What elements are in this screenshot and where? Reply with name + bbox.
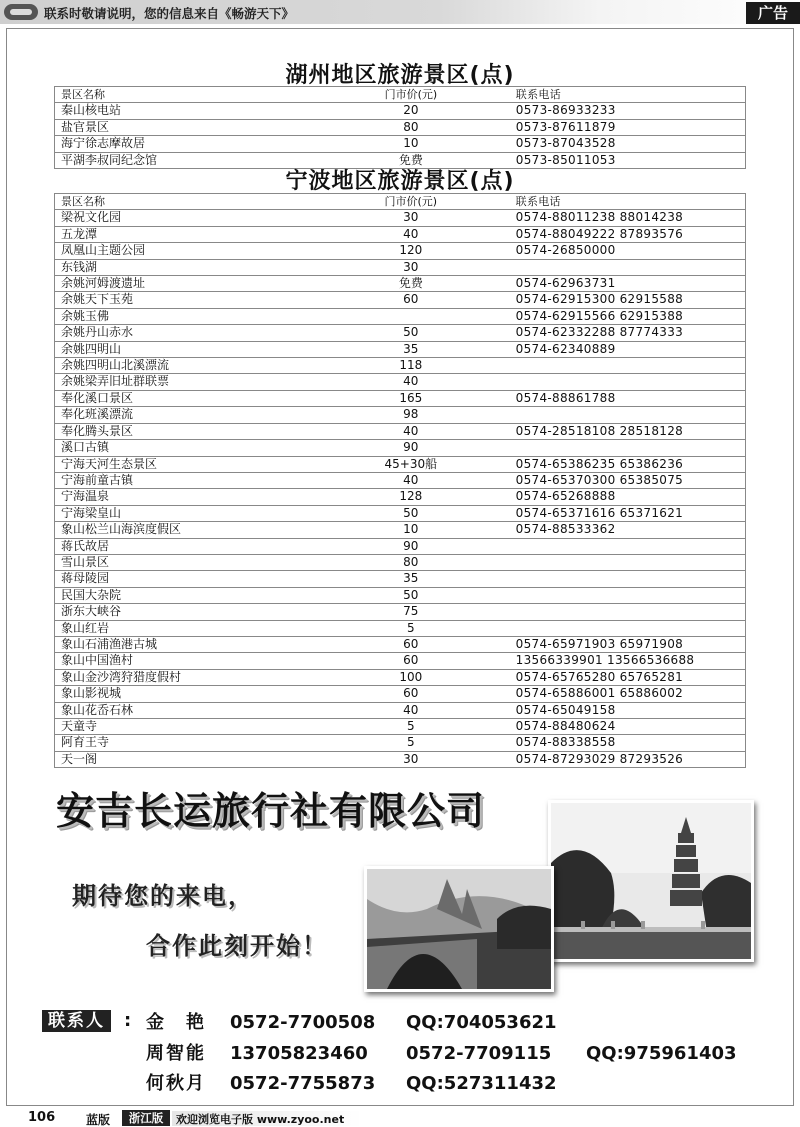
table-row [55, 538, 746, 554]
contact-phone: 0574-65886001 65886002 [486, 686, 746, 702]
ticket-price: 免费 [336, 276, 486, 292]
pagoda-photo [548, 800, 754, 962]
contact-phone: 0574-65971903 65971908 [486, 636, 746, 652]
table-row [55, 587, 746, 603]
ticket-price: 45+30船 [336, 456, 486, 472]
contact-phone [486, 587, 746, 603]
column-header: 门市价(元) [336, 194, 486, 210]
ticket-price: 35 [336, 341, 486, 357]
ticket-price: 30 [336, 751, 486, 767]
contact-phone: 0573-85011053 [486, 152, 746, 168]
contact-phone: 0572-7700508 [230, 1012, 376, 1033]
table-header-row [55, 194, 746, 210]
contact-phone [486, 407, 746, 423]
contact-phone: 0574-88533362 [486, 522, 746, 538]
ticket-price: 35 [336, 571, 486, 587]
table-row [55, 719, 746, 735]
contact-phone: 0574-65371616 65371621 [486, 505, 746, 521]
contact-phone: 0574-62340889 [486, 341, 746, 357]
contact-phone: 0574-65268888 [486, 489, 746, 505]
table-row [55, 308, 746, 324]
contact-phone [486, 358, 746, 374]
table-row [55, 472, 746, 488]
contact-label: 联系人 [42, 1010, 111, 1032]
table-row [55, 702, 746, 718]
ticket-price: 60 [336, 686, 486, 702]
attraction-name: 秦山核电站 [55, 103, 337, 119]
attraction-name: 余姚玉佛 [55, 308, 336, 324]
column-header: 景区名称 [55, 194, 336, 210]
ticket-price: 118 [336, 358, 486, 374]
table-row [55, 103, 746, 119]
attraction-name: 象山金沙湾狩猎度假村 [55, 669, 336, 685]
attraction-name: 盐官景区 [55, 119, 337, 135]
ticket-price: 40 [336, 226, 486, 242]
table-row [55, 119, 746, 135]
attraction-name: 宁海前童古镇 [55, 472, 336, 488]
contact-phone: 0574-65386235 65386236 [486, 456, 746, 472]
top-header-bar [0, 0, 800, 24]
attraction-name: 阿育王寺 [55, 735, 336, 751]
attraction-name: 余姚天下玉苑 [55, 292, 336, 308]
table-row [55, 636, 746, 652]
table-row [55, 226, 746, 242]
huzhou-section-title: 湖州地区旅游景区(点) [285, 63, 515, 88]
contact-phone [486, 374, 746, 390]
contact-phone: 13705823460 [230, 1043, 368, 1064]
column-header: 景区名称 [55, 87, 337, 103]
ticket-price: 98 [336, 407, 486, 423]
ticket-price: 30 [336, 210, 486, 226]
ticket-price: 40 [336, 374, 486, 390]
attraction-name: 象山松兰山海滨度假区 [55, 522, 336, 538]
table-row [55, 554, 746, 570]
attraction-name: 平湖李叔同纪念馆 [55, 152, 337, 168]
contact-phone: 0574-88861788 [486, 390, 746, 406]
table-row [55, 423, 746, 439]
contact-name: 周智能 [146, 1043, 206, 1064]
table-row [55, 440, 746, 456]
contact-phone [486, 571, 746, 587]
ticket-price: 5 [336, 719, 486, 735]
header-notice: 联系时敬请说明，您的信息来自《畅游天下》 [44, 6, 295, 21]
attraction-name: 奉化溪口景区 [55, 390, 336, 406]
website-link[interactable]: 欢迎浏览电子版 www.zyoo.net [172, 1111, 362, 1126]
column-header: 联系电话 [486, 87, 746, 103]
ticket-price: 50 [336, 587, 486, 603]
attraction-name: 凤凰山主题公园 [55, 243, 336, 259]
page-footer [0, 1108, 800, 1127]
contact-qq: QQ:527311432 [406, 1073, 557, 1094]
slogan-line-2: 合作此刻开始！ [146, 932, 328, 960]
attraction-name: 民国大杂院 [55, 587, 336, 603]
ticket-price: 10 [336, 136, 486, 152]
contact-phone: 0573-87611879 [486, 119, 746, 135]
table-row [55, 341, 746, 357]
pagoda-scene-icon [551, 803, 751, 959]
ticket-price: 90 [336, 538, 486, 554]
ningbo-section-title: 宁波地区旅游景区(点) [285, 169, 515, 194]
contact-phone: 0574-88338558 [486, 735, 746, 751]
attraction-name: 东钱湖 [55, 259, 336, 275]
ticket-price: 120 [336, 243, 486, 259]
contact-phone: 13566339901 13566536688 [486, 653, 746, 669]
ticket-price: 60 [336, 653, 486, 669]
table-row [55, 620, 746, 636]
contact-name: 何秋月 [146, 1073, 206, 1094]
contact-phone: 0572-7755873 [230, 1073, 376, 1094]
attraction-name: 蒋氏故居 [55, 538, 336, 554]
table-row [55, 751, 746, 767]
contact-phone: 0574-28518108 28518128 [486, 423, 746, 439]
attraction-name: 余姚四明山北溪漂流 [55, 358, 336, 374]
contact-row [146, 1039, 737, 1065]
ticket-price: 5 [336, 620, 486, 636]
contact-phone: 0574-65049158 [486, 702, 746, 718]
contact-name: 金 艳 [146, 1012, 206, 1033]
contact-phone: 0574-88049222 87893576 [486, 226, 746, 242]
ticket-price: 10 [336, 522, 486, 538]
contact-row [146, 1069, 557, 1095]
ticket-price: 20 [336, 103, 486, 119]
ticket-price [336, 308, 486, 324]
ticket-price: 30 [336, 259, 486, 275]
attraction-name: 余姚梁弄旧址群联票 [55, 374, 336, 390]
huzhou-attractions-table [54, 86, 746, 169]
table-row [55, 505, 746, 521]
attraction-name: 象山石浦渔港古城 [55, 636, 336, 652]
column-header: 门市价(元) [336, 87, 486, 103]
contact-phone: 0574-62915300 62915588 [486, 292, 746, 308]
contact-phone: 0573-87043528 [486, 136, 746, 152]
contact-phone: 0574-65765280 65765281 [486, 669, 746, 685]
contact-phone: 0574-62963731 [486, 276, 746, 292]
ticket-price: 165 [336, 390, 486, 406]
table-row [55, 390, 746, 406]
attraction-name: 宁海天河生态景区 [55, 456, 336, 472]
ticket-price: 免费 [336, 152, 486, 168]
ticket-price: 80 [336, 554, 486, 570]
attraction-name: 象山花岙石林 [55, 702, 336, 718]
ticket-price: 128 [336, 489, 486, 505]
province-edition-badge: 浙江版 [122, 1110, 170, 1126]
contact-qq: QQ:704053621 [406, 1012, 557, 1033]
ticket-price: 75 [336, 604, 486, 620]
table-row [55, 735, 746, 751]
attraction-name: 奉化腾头景区 [55, 423, 336, 439]
table-row [55, 653, 746, 669]
table-row [55, 358, 746, 374]
ticket-price: 100 [336, 669, 486, 685]
attraction-name: 宁海梁皇山 [55, 505, 336, 521]
contact-phone: 0574-62915566 62915388 [486, 308, 746, 324]
magazine-logo-icon [4, 4, 38, 20]
contact-phone: 0574-62332288 87774333 [486, 325, 746, 341]
contact-phone-2: 0572-7709115 [406, 1043, 552, 1064]
ticket-price: 5 [336, 735, 486, 751]
attraction-name: 天一阁 [55, 751, 336, 767]
contact-phone [486, 440, 746, 456]
table-row [55, 456, 746, 472]
ticket-price: 60 [336, 292, 486, 308]
table-row [55, 136, 746, 152]
ticket-price: 50 [336, 505, 486, 521]
contact-phone: 0573-86933233 [486, 103, 746, 119]
contact-phone: 0574-87293029 87293526 [486, 751, 746, 767]
attraction-name: 天童寺 [55, 719, 336, 735]
attraction-name: 雪山景区 [55, 554, 336, 570]
contact-phone: 0574-88011238 88014238 [486, 210, 746, 226]
company-name: 安吉长运旅行社有限公司 [56, 789, 486, 833]
contact-phone: 0574-88480624 [486, 719, 746, 735]
page-number: 106 [28, 1110, 56, 1125]
attraction-name: 奉化班溪漂流 [55, 407, 336, 423]
table-row [55, 489, 746, 505]
attraction-name: 余姚丹山赤水 [55, 325, 336, 341]
contact-qq: QQ:975961403 [586, 1043, 737, 1064]
attraction-name: 余姚河姆渡遗址 [55, 276, 336, 292]
attraction-name: 海宁徐志摩故居 [55, 136, 337, 152]
attraction-name: 五龙潭 [55, 226, 336, 242]
contact-phone: 0574-65370300 65385075 [486, 472, 746, 488]
attraction-name: 溪口古镇 [55, 440, 336, 456]
slogan-line-1: 期待您的来电， [72, 882, 254, 910]
table-row [55, 374, 746, 390]
table-row [55, 325, 746, 341]
table-row [55, 669, 746, 685]
attraction-name: 梁祝文化园 [55, 210, 336, 226]
table-header-row [55, 87, 746, 103]
table-row [55, 292, 746, 308]
ticket-price: 40 [336, 472, 486, 488]
edition-label: 蓝版 [86, 1113, 111, 1127]
contact-phone [486, 259, 746, 275]
attraction-name: 宁海温泉 [55, 489, 336, 505]
ticket-price: 90 [336, 440, 486, 456]
contact-phone [486, 554, 746, 570]
table-row [55, 407, 746, 423]
attraction-name: 蒋母陵园 [55, 571, 336, 587]
stone-bridge-photo [364, 866, 554, 992]
bridge-scene-icon [367, 869, 551, 989]
table-row [55, 604, 746, 620]
table-row [55, 210, 746, 226]
table-row [55, 259, 746, 275]
table-row [55, 571, 746, 587]
ticket-price: 60 [336, 636, 486, 652]
ticket-price: 80 [336, 119, 486, 135]
attraction-name: 象山红岩 [55, 620, 336, 636]
ningbo-attractions-table [54, 193, 746, 768]
contact-phone [486, 604, 746, 620]
contact-phone [486, 538, 746, 554]
table-row [55, 276, 746, 292]
table-row [55, 522, 746, 538]
ticket-price: 50 [336, 325, 486, 341]
attraction-name: 浙东大峡谷 [55, 604, 336, 620]
contact-phone: 0574-26850000 [486, 243, 746, 259]
attraction-name: 象山影视城 [55, 686, 336, 702]
attraction-name: 象山中国渔村 [55, 653, 336, 669]
contact-phone [486, 620, 746, 636]
ticket-price: 40 [336, 702, 486, 718]
contact-row [146, 1008, 557, 1034]
table-row [55, 243, 746, 259]
attraction-name: 余姚四明山 [55, 341, 336, 357]
contact-colon: : [124, 1010, 132, 1031]
ad-label-badge: 广告 [746, 2, 800, 24]
ticket-price: 40 [336, 423, 486, 439]
column-header: 联系电话 [486, 194, 746, 210]
table-row [55, 686, 746, 702]
